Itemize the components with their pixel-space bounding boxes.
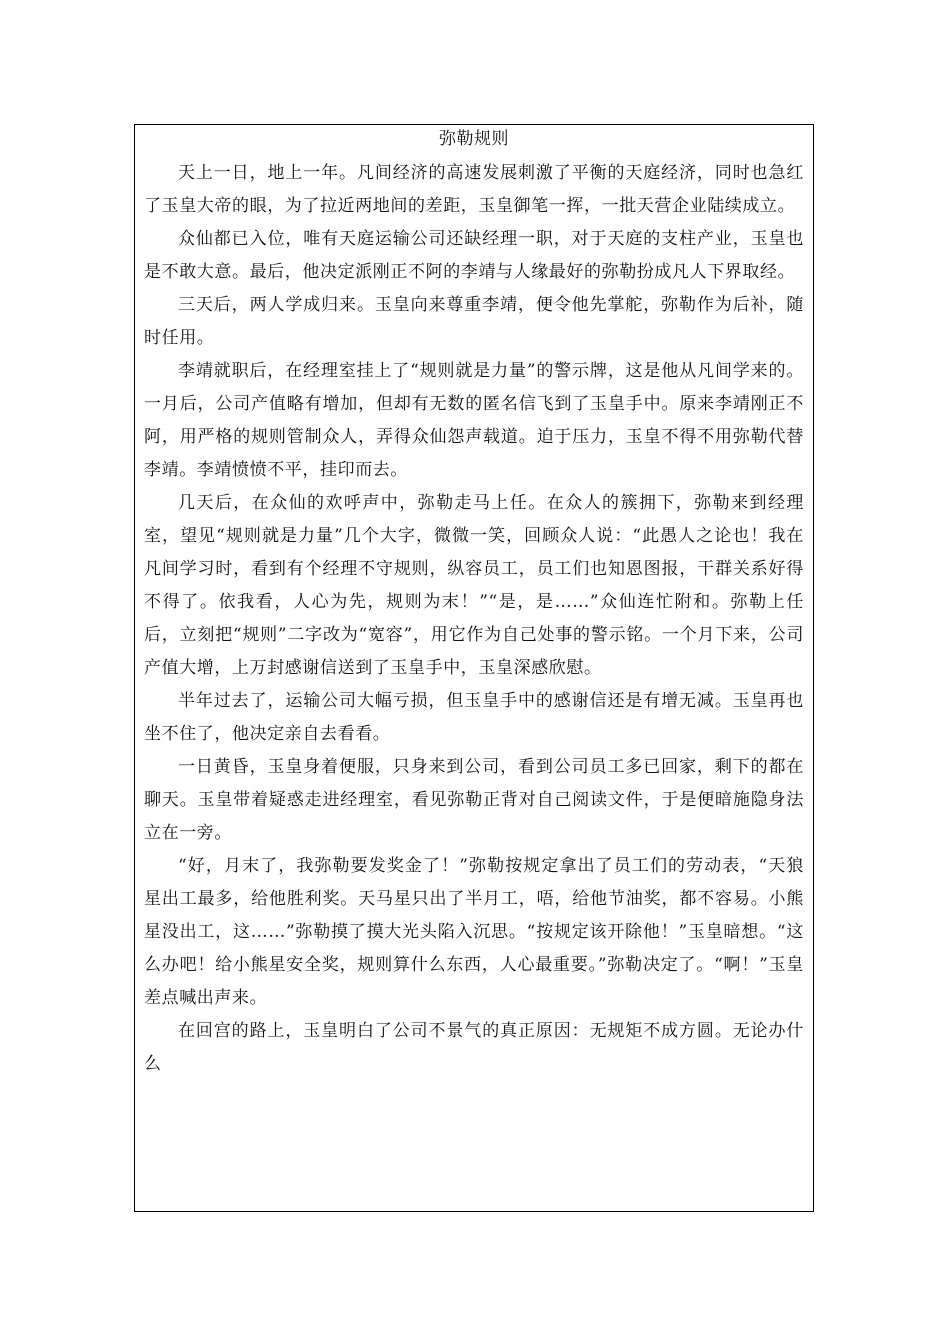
paragraph-1: 天上一日，地上一年。凡间经济的高速发展刺激了平衡的天庭经济，同时也急红了玉皇大帝的眼，为了拉近两地间的差距，玉皇御笔一挥，一批天营企业陆续成立。: [144, 163, 804, 216]
document-body: [135, 157, 813, 1081]
paragraph-2: 众仙都已入位，唯有天庭运输公司还缺经理一职，对于天庭的支柱产业，玉皇也是不敢大意。最后，他决定派刚正不阿的李靖与人缘最好的弥勒扮成凡人下界取经。: [144, 229, 804, 282]
paragraph-6: 半年过去了，运输公司大幅亏损，但玉皇手中的感谢信还是有增无减。玉皇再也坐不住了，他决定亲自去看看。: [144, 691, 804, 744]
paragraph-7: 一日黄昏，玉皇身着便服，只身来到公司，看到公司员工多已回家，剩下的都在聊天。玉皇带着疑惑走进经理室，看见弥勒正背对自己阅读文件，于是便暗施隐身法立在一旁。: [144, 757, 804, 843]
paragraph-8: “好，月末了，我弥勒要发奖金了！”弥勒按规定拿出了员工们的劳动表，“天狼星出工最多，给他胜利奖。天马星只出了半月工，唔，给他节油奖，都不容易。小熊星没出工，这……”弥勒摸了摸大光头陷入沉思。“按规定该开除他！”玉皇暗想。“这么办吧！给小熊星安全奖，规则算什么东西，人心最重要。”弥勒决定了。“啊！”玉皇差点喊出声来。: [144, 856, 804, 1008]
paragraph-3: 三天后，两人学成归来。玉皇向来尊重李靖，便令他先掌舵，弥勒作为后补，随时任用。: [144, 295, 804, 348]
paragraph-4: 李靖就职后，在经理室挂上了“规则就是力量”的警示牌，这是他从凡间学来的。一月后，公司产值略有增加，但却有无数的匿名信飞到了玉皇手中。原来李靖刚正不阿，用严格的规则管制众人，弄得众仙怨声载道。迫于压力，玉皇不得不用弥勒代替李靖。李靖愤愤不平，挂印而去。: [144, 361, 804, 480]
paragraph-5: 几天后，在众仙的欢呼声中，弥勒走马上任。在众人的簇拥下，弥勒来到经理室，望见“规则就是力量”几个大字，微微一笑，回顾众人说：“此愚人之论也！我在凡间学习时，看到有个经理不守规则，纵容员工，员工们也知恩图报，干群关系好得不得了。依我看，人心为先，规则为末！”“是，是……”众仙连忙附和。弥勒上任后，立刻把“规则”二字改为“宽容”，用它作为自己处事的警示铭。一个月下来，公司产值大增，上万封感谢信送到了玉皇手中，玉皇深感欣慰。: [144, 493, 804, 678]
document-title: 弥勒规则: [439, 129, 509, 149]
document-frame: [134, 124, 814, 1212]
paragraph-9: 在回宫的路上，玉皇明白了公司不景气的真正原因：无规矩不成方圆。无论办什么: [144, 1021, 804, 1074]
